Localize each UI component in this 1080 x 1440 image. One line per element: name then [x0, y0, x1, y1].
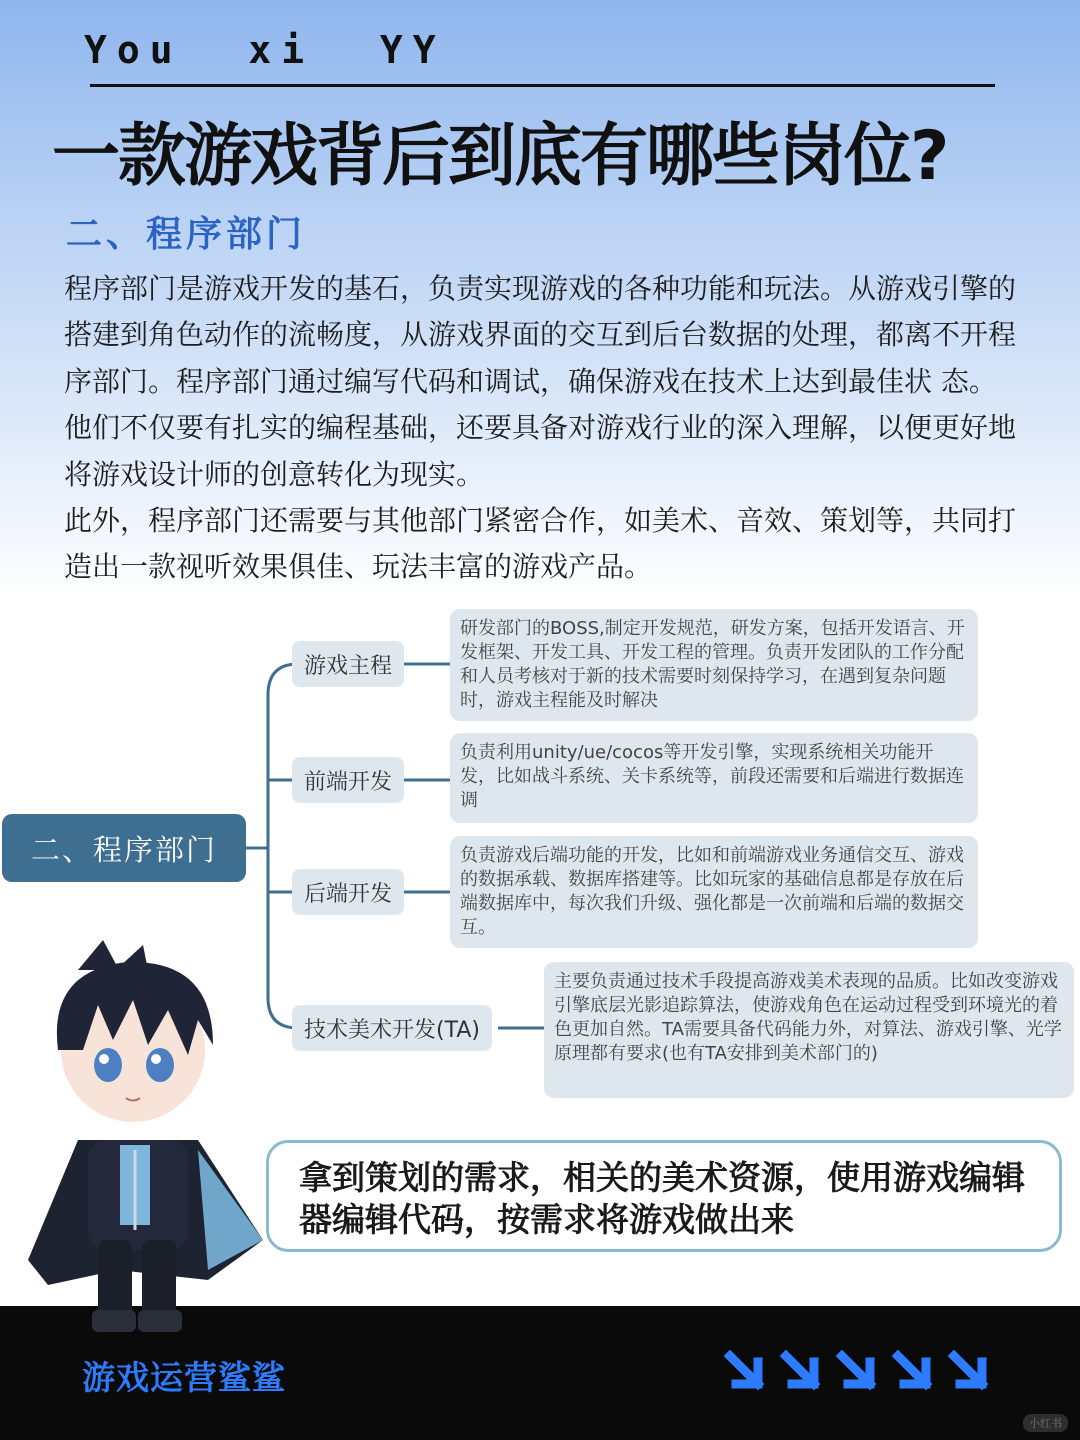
summary-box: 拿到策划的需求，相关的美术资源，使用游戏编辑器编辑代码，按需求将游戏做出来	[266, 1140, 1062, 1252]
chevron-row	[724, 1350, 996, 1396]
footer-account-name: 游戏运营鲨鲨	[82, 1358, 286, 1397]
intro-text	[64, 266, 1024, 591]
mindmap-root: 二、程序部门	[2, 814, 246, 882]
branch-backend: 后端开发	[292, 869, 404, 915]
chevron-down-right-icon	[954, 1356, 982, 1384]
chevron-down-right-icon	[786, 1356, 814, 1384]
watermark: 小红书	[1023, 1414, 1068, 1432]
branch-lead-programmer: 游戏主程	[292, 641, 404, 687]
anime-character-illustration	[8, 940, 268, 1350]
branch-frontend: 前端开发	[292, 757, 404, 803]
desc-frontend: 负责利用unity/ue/cocos等开发引擎，实现系统相关功能开发，比如战斗系统、关卡系统等，前段还需要和后端进行数据连调	[450, 733, 978, 823]
chevron-down-right-icon	[842, 1356, 870, 1384]
chevron-down-right-icon	[898, 1356, 926, 1384]
desc-lead-programmer: 研发部门的BOSS,制定开发规范，研发方案，包括开发语言、开发框架、开发工具、开发工程的管理。负责开发团队的工作分配和人员考核对于新的技术需要时刻保持学习，在遇到复杂问题时，游戏主程能及时解决	[450, 609, 978, 721]
desc-backend: 负责游戏后端功能的开发，比如和前端游戏业务通信交互、游戏的数据承载、数据库搭建等。比如玩家的基础信息都是存放在后端数据库中，每次我们升级、强化都是一次前端和后端的数据交互。	[450, 836, 978, 948]
page-title: 一款游戏背后到底有哪些岗位?	[52, 117, 948, 196]
branch-tech-art: 技术美术开发(TA)	[292, 1005, 492, 1051]
intro-paragraph: 此外，程序部门还需要与其他部门紧密合作，如美术、音效、策划等，共同打造出一款视听效果俱佳、玩法丰富的游戏产品。	[64, 504, 1017, 584]
desc-tech-art: 主要负责通过技术手段提高游戏美术表现的品质。比如改变游戏引擎底层光影追踪算法，使游戏角色在运动过程受到环境光的着色更加自然。TA需要具备代码能力外，对算法、游戏引擎、光学原理都有要求(也有TA安排到美术部门的)	[544, 962, 1074, 1098]
header-divider	[90, 84, 995, 87]
section-title: 二、程序部门	[66, 214, 307, 255]
intro-paragraph: 程序部门是游戏开发的基石，负责实现游戏的各种功能和玩法。从游戏引擎的搭建到角色动作的流畅度，从游戏界面的交互到后台数据的处理，都离不开程序部门。程序部门通过编写代码和调试，确保游戏在技术上达到最佳状 态。他们不仅要有扎实的编程基础，还要具备对游戏行业的深入理解，以便更好地将游戏设计师的创意转化为现实。	[64, 272, 1017, 491]
brand-text: You xi YY	[84, 28, 446, 72]
chevron-down-right-icon	[730, 1356, 758, 1384]
